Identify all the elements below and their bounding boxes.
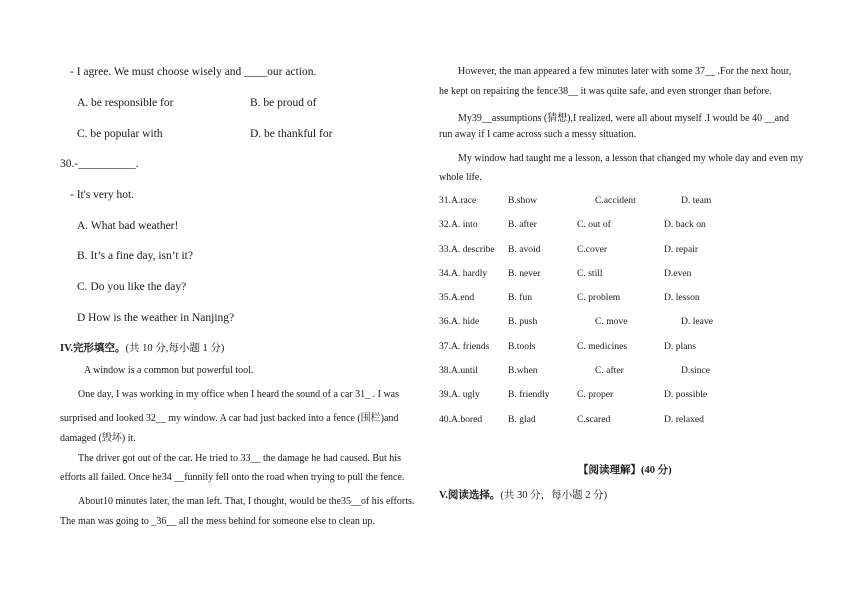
option-d: D.even bbox=[664, 267, 692, 279]
section5-title: V.阅读选择。 bbox=[439, 490, 501, 501]
q30-reply: - It's very hot. bbox=[70, 189, 135, 201]
passage-line: run away if I came across such a messy situation. bbox=[439, 129, 637, 140]
option-b: B. friendly bbox=[508, 389, 550, 401]
passage-line: The man was going to _36__ all the mess behind for someone else to clean up. bbox=[60, 516, 375, 527]
passage-line: The driver got out of the car. He tried to 33__ the damage he had caused. But his bbox=[78, 453, 401, 464]
reading-heading: 【阅读理解】(40 分) bbox=[578, 465, 672, 476]
passage-line: he kept on repairing the fence38__ it was quite safe, and even stronger than before. bbox=[439, 86, 772, 97]
passage-line: surprised and looked 32__ my window. A car had just backed into a fence (围栏)and bbox=[60, 413, 399, 424]
passage-line: My window had taught me a lesson, a lesson that changed my whole day and even my bbox=[458, 153, 804, 164]
option-c: C. medicines bbox=[577, 340, 628, 352]
passage-line: whole life. bbox=[439, 172, 482, 183]
passage-line: damaged (毁坏) it. bbox=[60, 433, 136, 444]
option-a: 32.A. into bbox=[439, 219, 478, 231]
option-a: 31.A.race bbox=[439, 195, 477, 206]
q29-option-c: C. be popular with bbox=[77, 128, 163, 140]
option-c: C.scared bbox=[577, 413, 611, 425]
option-a: 40.A.bored bbox=[439, 413, 483, 425]
option-b: B.show bbox=[508, 195, 538, 206]
option-b: B.tools bbox=[508, 340, 536, 352]
option-c: C. move bbox=[595, 316, 628, 328]
option-c: C. problem bbox=[577, 292, 621, 304]
q30-option-d: D How is the weather in Nanjing? bbox=[77, 312, 235, 324]
option-b: B.when bbox=[508, 365, 538, 377]
option-c: C. out of bbox=[577, 219, 611, 231]
option-d: D. plans bbox=[664, 340, 696, 352]
option-b: B. fun bbox=[508, 292, 532, 304]
option-d: D. possible bbox=[664, 389, 708, 401]
option-b: B. glad bbox=[508, 413, 536, 425]
option-a: 35.A.end bbox=[439, 292, 475, 304]
option-d: D. relaxed bbox=[664, 413, 704, 425]
passage-intro: A window is a common but powerful tool. bbox=[84, 365, 254, 376]
option-a: 38.A.until bbox=[439, 365, 478, 377]
option-b: B. after bbox=[508, 219, 537, 231]
option-d: D. repair bbox=[664, 243, 699, 255]
section5-heading bbox=[439, 487, 607, 502]
option-b: B. never bbox=[508, 267, 541, 279]
section5-note: (共 30 分，每小题 2 分) bbox=[500, 490, 608, 501]
passage-line: One day, I was working in my office when I heard the sound of a car 31_ . I was bbox=[78, 389, 400, 400]
option-c: C. proper bbox=[577, 389, 614, 401]
passage-line: efforts all failed. Once he34 __funnily fell onto the road when trying to pull the fence. bbox=[60, 472, 405, 483]
q30-option-a: A. What bad weather! bbox=[77, 220, 179, 232]
passage-line: My39__assumptions (猜想),I realized, were all about myself .I would be 40 __and bbox=[458, 113, 790, 124]
option-a: 37.A. friends bbox=[439, 340, 490, 352]
section4-heading bbox=[60, 340, 224, 355]
q29-option-d: D. be thankful for bbox=[250, 128, 333, 140]
option-d: D. leave bbox=[681, 316, 713, 328]
q29-stem: - I agree. We must choose wisely and ____our action. bbox=[70, 66, 317, 78]
passage-line: About10 minutes later, the man left. That, I thought, would be the35__of his efforts. bbox=[78, 496, 415, 507]
option-c: C. still bbox=[577, 267, 603, 279]
option-a: 34.A. hardly bbox=[439, 267, 488, 279]
option-c: C.cover bbox=[577, 243, 608, 255]
q30-stem: 30.-__________. bbox=[60, 158, 139, 170]
section4-note: (共 10 分,每小题 1 分) bbox=[125, 343, 225, 354]
q29-option-b: B. be proud of bbox=[250, 97, 317, 109]
option-a: 39.A. ugly bbox=[439, 389, 480, 401]
option-c: C. after bbox=[595, 365, 624, 377]
section4-title: IV.完形填空。 bbox=[60, 343, 126, 354]
option-d: D. back on bbox=[664, 219, 706, 231]
option-a: 33.A. describe bbox=[439, 243, 495, 255]
q29-option-a: A. be responsible for bbox=[77, 97, 174, 109]
option-a: 36.A. hide bbox=[439, 316, 480, 328]
option-b: B. avoid bbox=[508, 243, 541, 255]
q30-option-c: C. Do you like the day? bbox=[77, 281, 187, 293]
option-b: B. push bbox=[508, 316, 538, 328]
passage-line: However, the man appeared a few minutes later with some 37__ .For the next hour, bbox=[458, 66, 792, 77]
option-c: C.accident bbox=[595, 195, 636, 206]
option-d: D.since bbox=[681, 365, 711, 377]
q30-option-b: B. It’s a fine day, isn’t it? bbox=[77, 250, 193, 262]
option-d: D. team bbox=[681, 195, 712, 206]
option-d: D. lesson bbox=[664, 292, 700, 304]
